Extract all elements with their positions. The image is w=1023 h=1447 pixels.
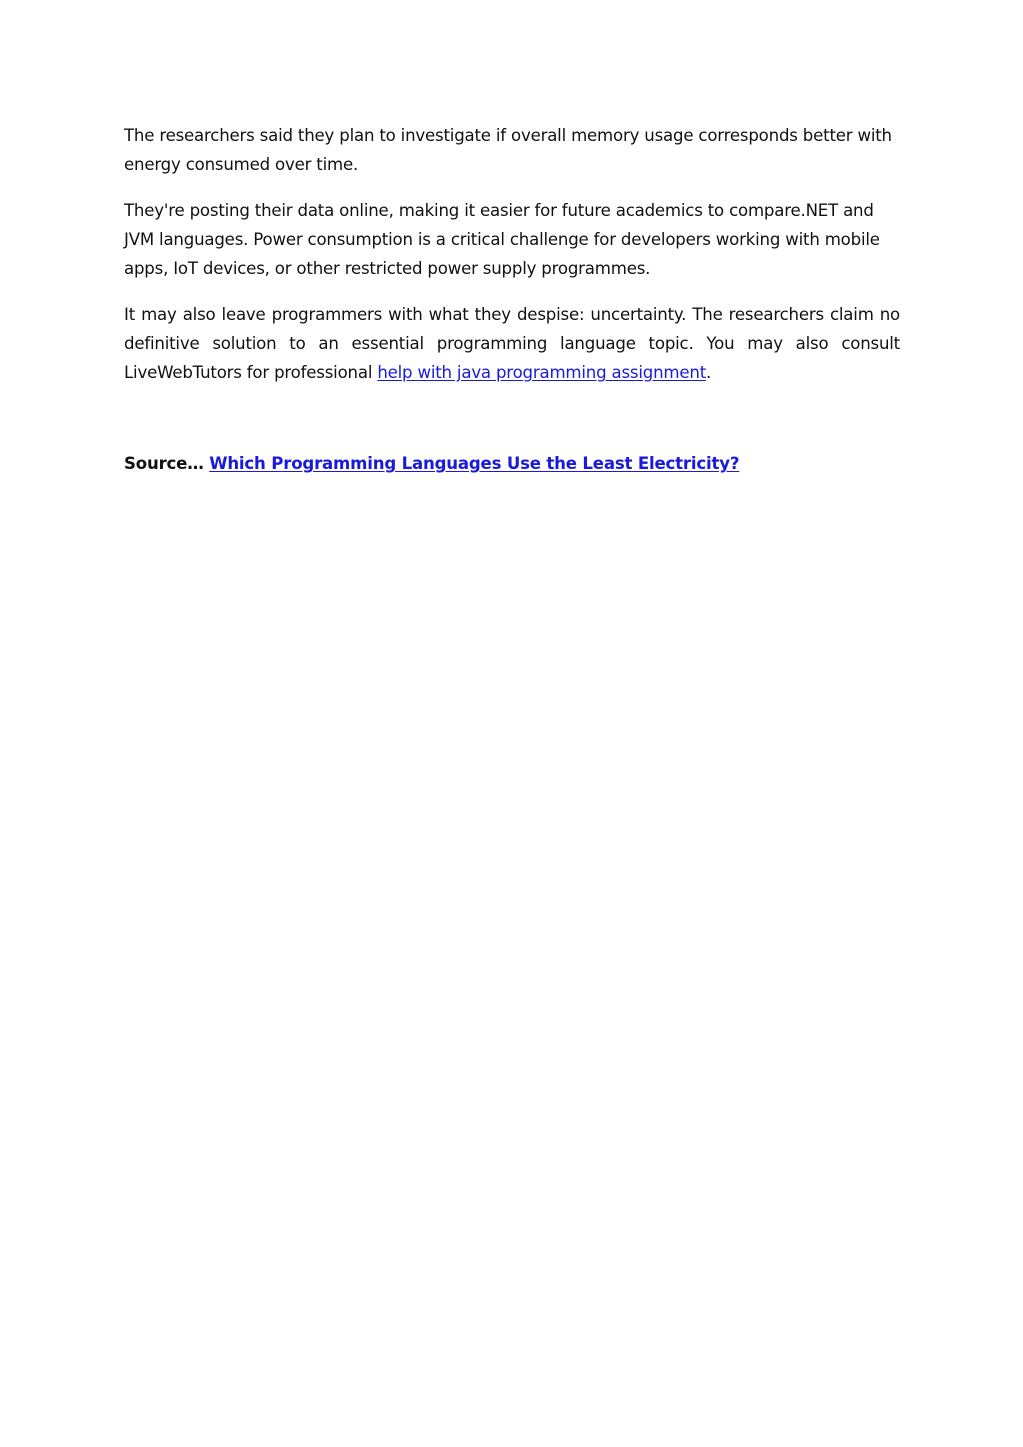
paragraph-uncertainty — [124, 300, 900, 387]
source-article-link[interactable]: Which Programming Languages Use the Least Electricity? — [209, 454, 740, 473]
source-line — [124, 449, 900, 478]
paragraph-uncertainty-text: It may also leave programmers with what they despise: uncertainty. The researchers claim no definitive solution to an essential programming language topic. You may also consult LiveWebTutors for professional — [124, 305, 900, 382]
paragraph-uncertainty-end: . — [706, 363, 712, 382]
paragraph-data-online: They're posting their data online, making it easier for future academics to compare.NET and JVM languages. Power consumption is a critical challenge for developers working with mobile apps, IoT devices, or other restricted power supply programmes. — [124, 201, 880, 278]
source-label: Source… — [124, 454, 210, 473]
java-assignment-help-link[interactable]: help with java programming assignment — [377, 363, 707, 382]
document-page — [124, 121, 900, 495]
paragraph-memory-usage: The researchers said they plan to investigate if overall memory usage corresponds better with energy consumed over time. — [124, 126, 892, 174]
